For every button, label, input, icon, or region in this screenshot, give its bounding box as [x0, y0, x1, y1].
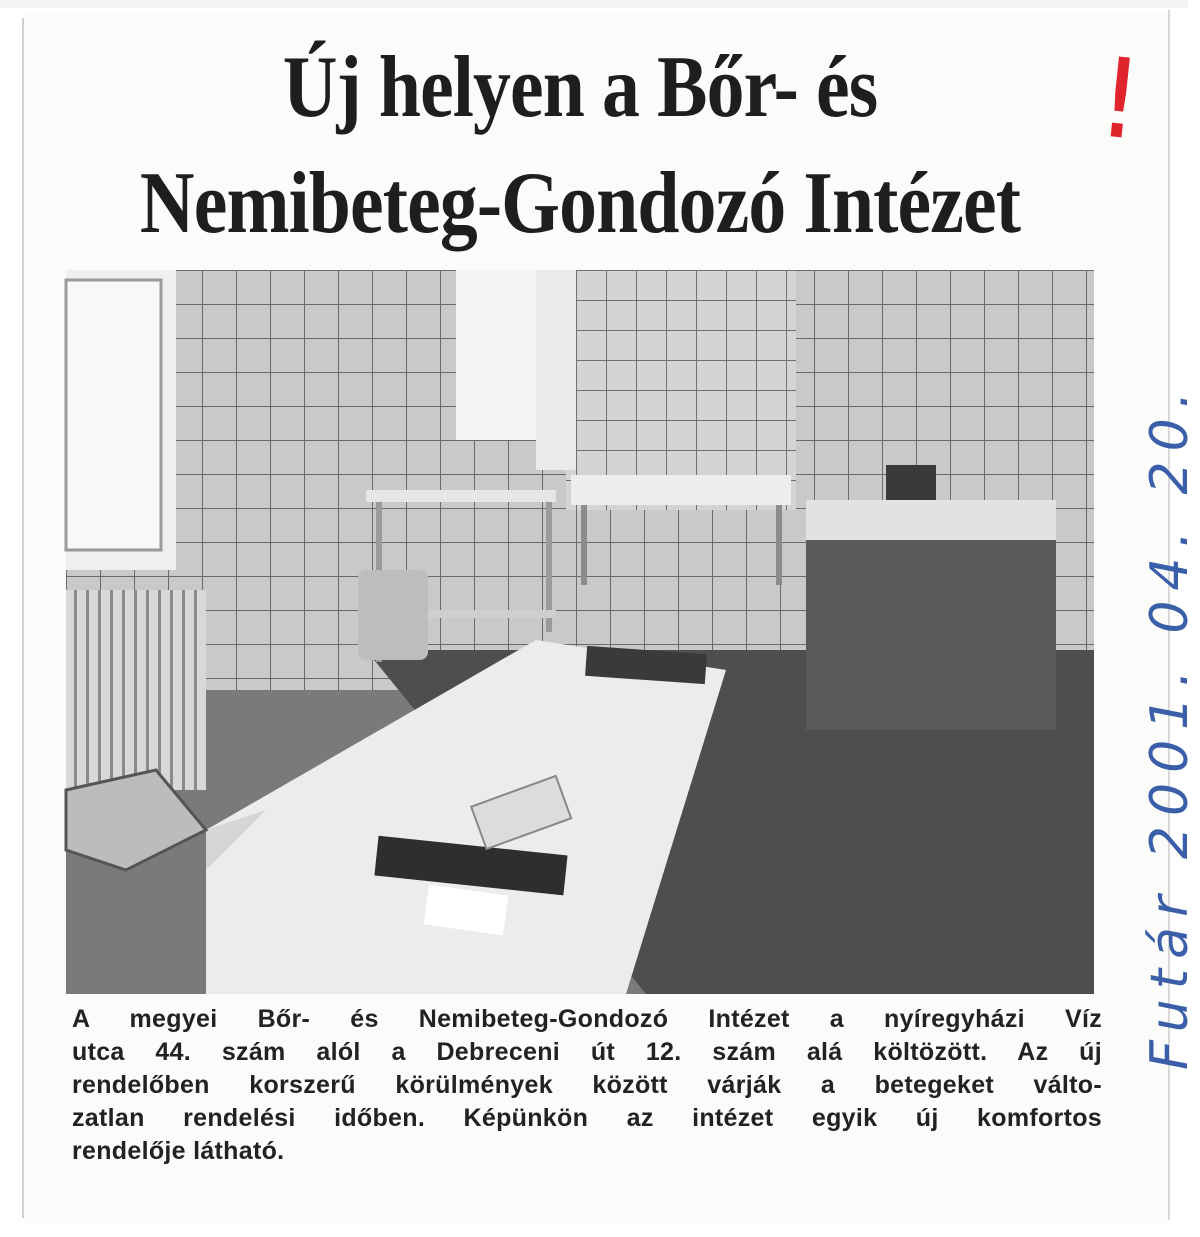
photo-caption [72, 1003, 1102, 1168]
photo-illustration [66, 270, 1094, 994]
caption-line: rendelőben korszerű körülmények között várják a betegeket válto- [72, 1071, 1102, 1099]
examination-room-photo [66, 270, 1094, 994]
handwritten-source-date [1080, 350, 1200, 1070]
caption-line: utca 44. szám alól a Debreceni út 12. szám alá költözött. Az új [72, 1038, 1102, 1066]
exclamation-mark-annotation: ! [1091, 33, 1149, 165]
scan-border [0, 0, 1188, 8]
headline [116, 30, 1045, 262]
caption-line: A megyei Bőr- és Nemibeteg-Gondozó Intézet a nyíregyházi Víz [72, 1005, 1102, 1033]
caption-line: zatlan rendelési időben. Képünkön az intézet egyik új komfortos [72, 1104, 1102, 1132]
headline-line-2: Nemibeteg-Gondozó Intézet [139, 155, 1021, 252]
headline-line-1: Új helyen a Bőr- és [282, 39, 878, 136]
caption-line: rendelője látható. [72, 1137, 285, 1165]
handwritten-note-text: Futár 2001. 04. 20. [1140, 381, 1200, 1070]
